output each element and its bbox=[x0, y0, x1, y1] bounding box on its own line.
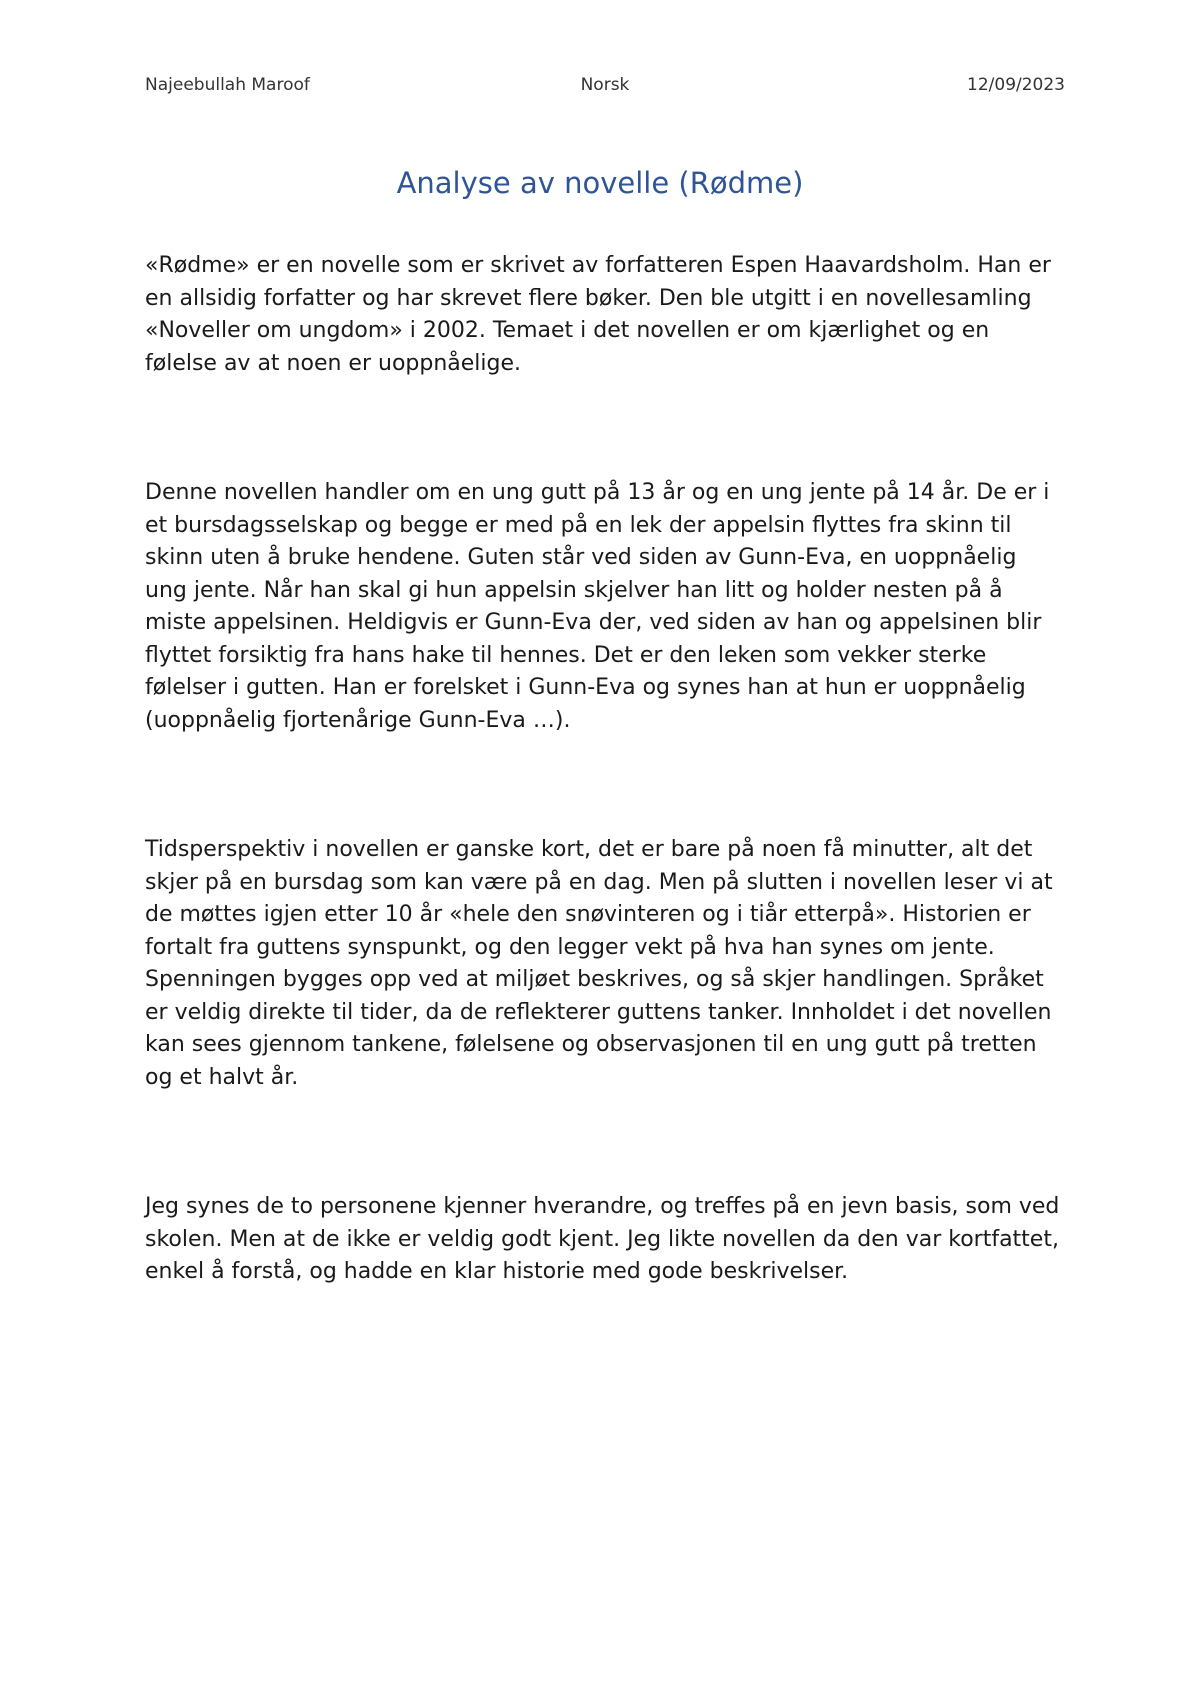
header-subject: Norsk bbox=[580, 75, 630, 95]
page-header bbox=[145, 75, 1065, 99]
paragraph-1: «Rødme» er en novelle som er skrivet av forfatteren Espen Haavardsholm. Han er en allsidig forfatter og har skrevet flere bøker. Den ble utgitt i en novellesamling «Noveller om ungdom» i 2002. Temaet i det novellen er om kjærlighet og en følelse av at noen er uoppnåelige. bbox=[145, 253, 1051, 376]
paragraph-4: Jeg synes de to personene kjenner hverandre, og treffes på en jevn basis, som ved skolen. Men at de ikke er veldig godt kjent. Jeg likte novellen da den var kortfattet, enkel å forstå, og hadde en klar historie med gode beskrivelser. bbox=[145, 1194, 1060, 1284]
paragraph-2: Denne novellen handler om en ung gutt på 13 år og en ung jente på 14 år. De er i et bursdagsselskap og begge er med på en lek der appelsin flyttes fra skinn til skinn uten å bruke hendene. Guten står ved siden av Gunn-Eva, en uoppnåelig ung jente. Når han skal gi hun appelsin skjelver han litt og holder nesten på å miste appelsinen. Heldigvis er Gunn-Eva der, ved siden av han og appelsinen blir flyttet forsiktig fra hans hake til hennes. Det er den leken som vekker sterke følelser i gutten. Han er forelsket i Gunn-Eva og synes han at hun er uoppnåelig (uoppnåelig fjortenårige Gunn-Eva …). bbox=[145, 480, 1050, 733]
document-body bbox=[145, 250, 1060, 1386]
document-title: Analyse av novelle (Rødme) bbox=[396, 166, 804, 200]
header-date: 12/09/2023 bbox=[967, 75, 1065, 95]
header-author: Najeebullah Maroof bbox=[145, 75, 310, 95]
paragraph-3: Tidsperspektiv i novellen er ganske kort, det er bare på noen få minutter, alt det skjer på en bursdag som kan være på en dag. Men på slutten i novellen leser vi at de møttes igjen etter 10 år «hele den snøvinteren og i tiår etterpå». Historien er fortalt fra guttens synspunkt, og den legger vekt på hva han synes om jente. Spenningen bygges opp ved at miljøet beskrives, og så skjer handlingen. Språket er veldig direkte til tider, da de reflekterer guttens tanker. Innholdet i det novellen kan sees gjennom tankene, følelsene og observasjonen til en ung gutt på tretten og et halvt år. bbox=[145, 837, 1053, 1090]
